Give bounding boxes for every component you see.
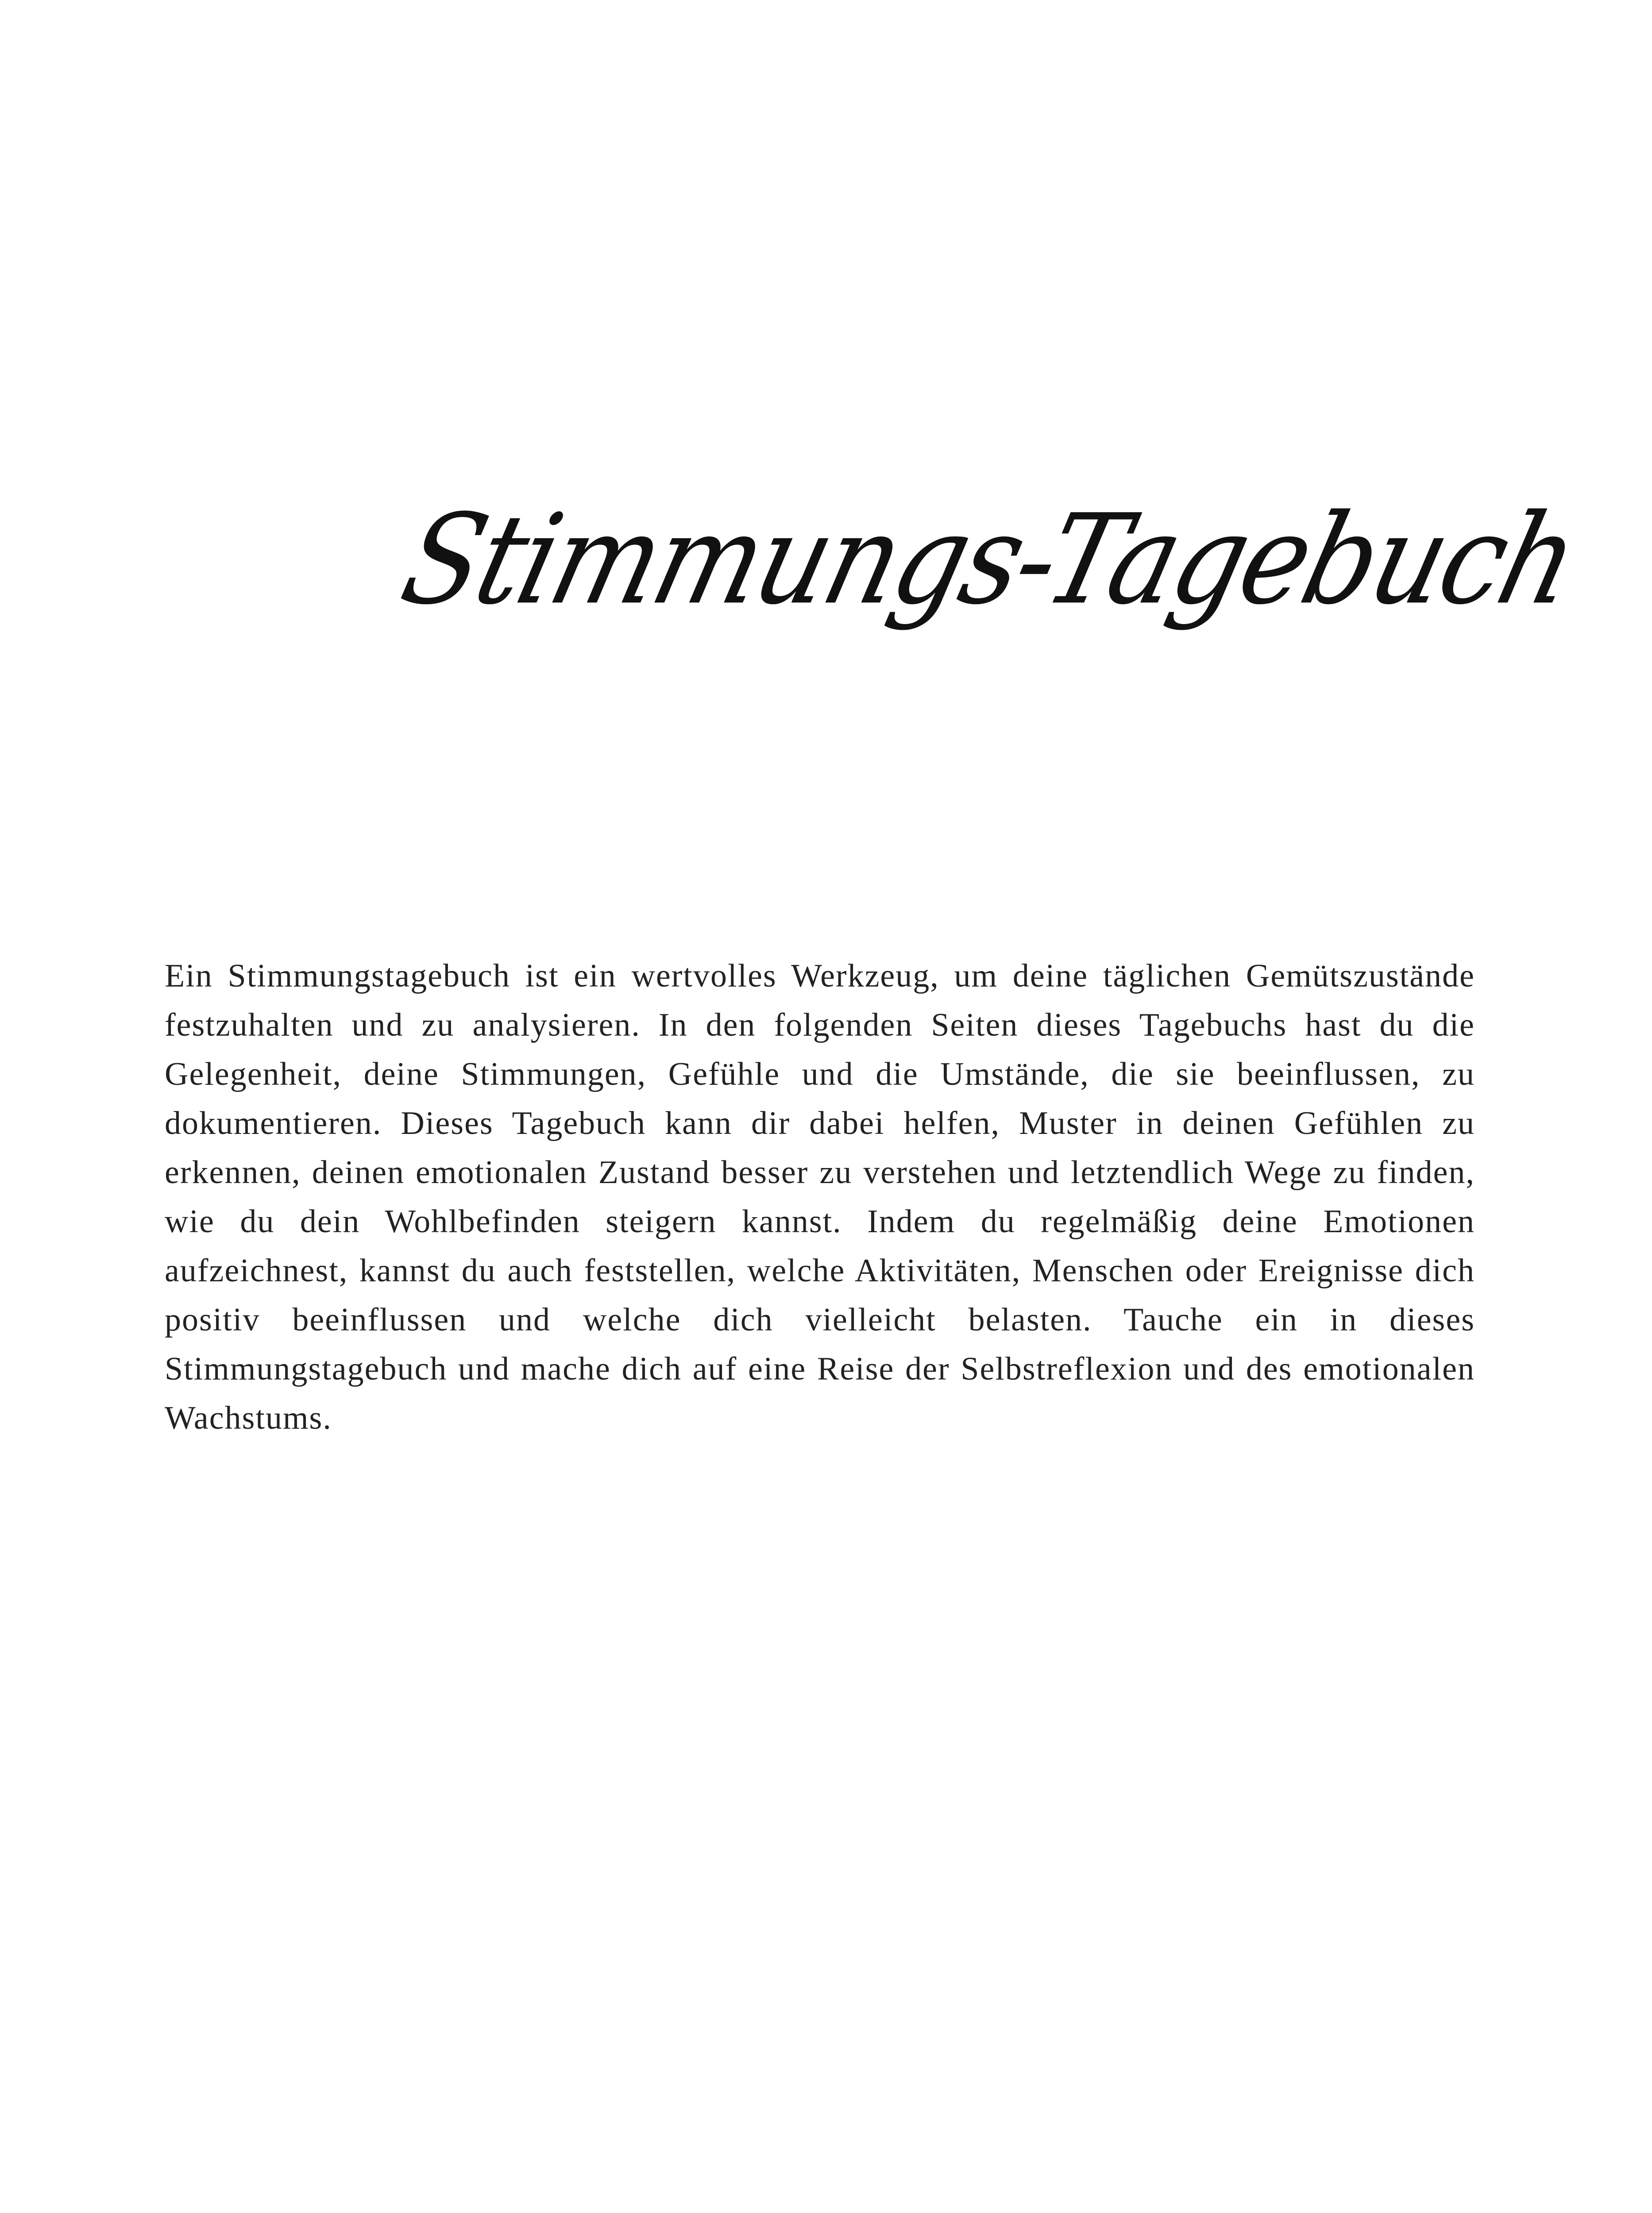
page-title: Stimmungs-Tagebuch xyxy=(389,487,1590,632)
intro-paragraph: Ein Stimmungstagebuch ist ein wertvolles Werkzeug, um deine täglichen Gemütszustände festzuhalten und zu analysieren. In den folgenden Seiten dieses Tagebuchs hast du die Gelegenheit, deine Stimmungen, Gefühle und die Umstände, die sie beeinflussen, zu dokumentieren. Dieses Tagebuch kann dir dabei helfen, Muster in deinen Gefühlen zu erkennen, deinen emotionalen Zustand besser zu verstehen und letztendlich Wege zu finden, wie du dein Wohlbefinden steigern kannst. Indem du regelmäßig deine Emotionen aufzeichnest, kannst du auch feststellen, welche Aktivitäten, Menschen oder Ereignisse dich positiv beeinflussen und welche dich vielleicht belasten. Tauche ein in dieses Stimmungstagebuch und mache dich auf eine Reise der Selbstreflexion und des emotionalen Wachstums. xyxy=(165,958,1475,1436)
